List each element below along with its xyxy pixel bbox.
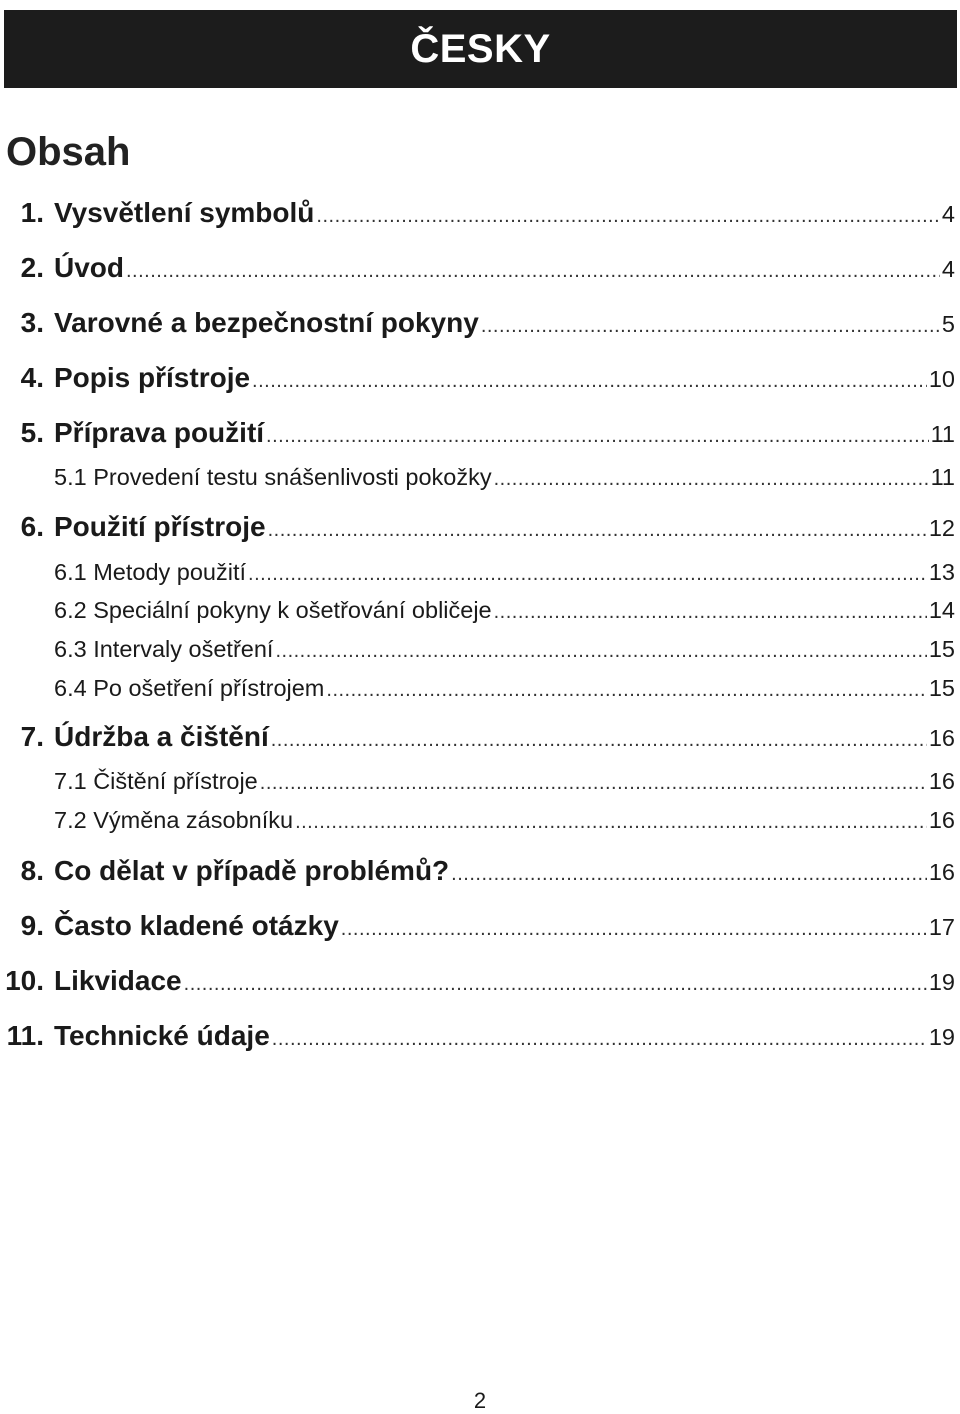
toc-entry <box>0 597 955 624</box>
toc-entry-number: 2. <box>20 252 44 283</box>
toc-entry <box>0 675 955 702</box>
toc-entry-title: Vysvětlení symbolů <box>54 197 315 228</box>
dot-leader <box>295 811 927 834</box>
toc-entry-title: 6.3 Intervaly ošetření <box>54 636 274 662</box>
toc-entry-title: 6.2 Speciální pokyny k ošetřování obličeje <box>54 597 492 623</box>
language-banner <box>4 10 957 88</box>
toc-entry <box>0 307 955 339</box>
dot-leader <box>451 863 927 886</box>
toc-entry-page: 15 <box>928 675 955 701</box>
toc-entry-page: 16 <box>928 807 955 833</box>
toc-entry <box>0 511 955 543</box>
toc-entry-number: 8. <box>20 855 44 886</box>
toc-entry-number: 9. <box>20 910 44 941</box>
toc-entry-page: 16 <box>928 859 955 885</box>
dot-leader <box>494 601 927 624</box>
toc-entry-page: 13 <box>928 559 955 585</box>
toc-entry-title: 7.1 Čištění přístroje <box>54 768 258 794</box>
toc-entry-title: Často kladené otázky <box>54 910 339 941</box>
toc-entry-title: Údržba a čištění <box>54 721 269 752</box>
toc-entry <box>0 197 955 229</box>
dot-leader <box>271 729 927 752</box>
dot-leader <box>316 205 940 228</box>
toc-entry-page: 10 <box>928 366 955 392</box>
toc-entry-page: 4 <box>941 201 955 227</box>
toc-entry <box>0 721 955 753</box>
toc-entry-number: 7. <box>20 721 44 752</box>
toc-entry <box>0 807 955 834</box>
toc-entry-page: 17 <box>928 914 955 940</box>
toc-entry-title: Použití přístroje <box>54 511 266 542</box>
toc-entry-title: 6.4 Po ošetření přístrojem <box>54 675 325 701</box>
toc-entry-page: 19 <box>928 969 955 995</box>
toc-entry-title: Likvidace <box>54 965 182 996</box>
dot-leader <box>272 1028 927 1051</box>
dot-leader <box>248 563 927 586</box>
dot-leader <box>126 260 940 283</box>
dot-leader <box>266 425 929 448</box>
toc-entry-page: 12 <box>928 515 955 541</box>
toc-entry-page: 11 <box>930 464 955 490</box>
dot-leader <box>268 519 927 542</box>
toc-entry-title: 6.1 Metody použití <box>54 559 247 585</box>
toc-heading: Obsah <box>6 130 131 174</box>
toc-entry <box>0 965 955 997</box>
page-number: 2 <box>473 1388 487 1413</box>
toc-entry <box>0 559 955 586</box>
toc-entry-page: 19 <box>928 1024 955 1050</box>
toc-entry-title: 7.2 Výměna zásobníku <box>54 807 294 833</box>
toc-entry-title: 5.1 Provedení testu snášenlivosti pokožky <box>54 464 492 490</box>
toc-entry-title: Úvod <box>54 252 124 283</box>
toc-entry-number: 10. <box>5 965 44 996</box>
toc-entry-page: 4 <box>941 256 955 282</box>
dot-leader <box>260 772 927 795</box>
toc-entry-number: 5. <box>20 417 44 448</box>
dot-leader <box>494 468 929 491</box>
toc-entry <box>0 855 955 887</box>
dot-leader <box>481 315 940 338</box>
toc-entry-title: Technické údaje <box>54 1020 270 1051</box>
toc-entry-page: 14 <box>928 597 955 623</box>
toc-entry <box>0 636 955 663</box>
toc-entry-number: 6. <box>20 511 44 542</box>
toc-entry-page: 5 <box>941 311 955 337</box>
toc-entry-page: 16 <box>928 768 955 794</box>
toc-entry <box>0 362 955 394</box>
toc-entry-page: 16 <box>928 725 955 751</box>
dot-leader <box>341 918 927 941</box>
dot-leader <box>275 640 926 663</box>
banner-title: ČESKY <box>410 26 551 71</box>
toc-entry <box>0 910 955 942</box>
toc-entry <box>0 417 955 449</box>
toc-entry <box>0 464 955 491</box>
toc-entry <box>0 1020 955 1052</box>
toc-entry-page: 11 <box>930 421 955 447</box>
toc-entry-title: Popis přístroje <box>54 362 251 393</box>
toc-entry-number: 1. <box>20 197 44 228</box>
dot-leader <box>326 679 926 702</box>
toc-entry-title: Co dělat v případě problémů? <box>54 855 450 886</box>
toc-entry-title: Varovné a bezpečnostní pokyny <box>54 307 479 338</box>
toc-entry-number: 4. <box>20 362 44 393</box>
toc-entry <box>0 768 955 795</box>
dot-leader <box>252 370 927 393</box>
toc-entry <box>0 252 955 284</box>
dot-leader <box>184 973 927 996</box>
toc-entry-number: 11. <box>6 1020 44 1051</box>
toc-entry-number: 3. <box>20 307 44 338</box>
toc-entry-page: 15 <box>928 636 955 662</box>
toc-entry-title: Příprava použití <box>54 417 265 448</box>
